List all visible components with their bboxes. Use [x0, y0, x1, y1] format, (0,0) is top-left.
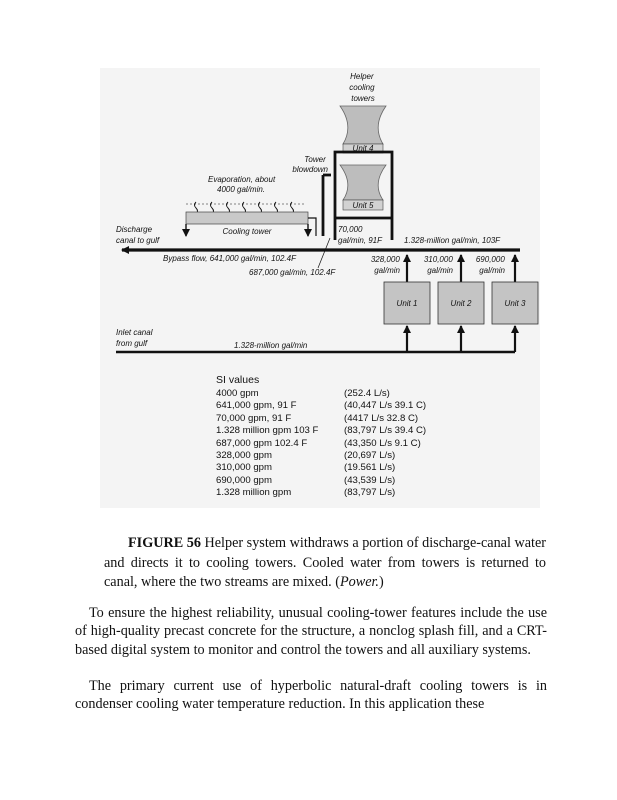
cooling-tower-body [186, 212, 308, 224]
si-row: 641,000 gpm, 91 F (40,447 L/s 39.1 C) [216, 400, 427, 412]
si-row: 70,000 gpm, 91 F (4417 L/s 32.8 C) [216, 412, 419, 424]
unit3-flow-label: 690,000 gal/min [475, 255, 505, 275]
unit2-flow-label: 310,000 gal/min [423, 255, 453, 275]
unit4-label: Unit 4 [352, 144, 374, 153]
unit1-flow-label: 328,000 gal/min [370, 255, 400, 275]
caption-close: ) [378, 574, 384, 590]
figure-label: FIGURE 56 [128, 535, 201, 551]
si-row: 1.328 million gpm (83,797 L/s) [216, 487, 396, 499]
si-values-table [216, 388, 456, 500]
caption-source: Power. [339, 574, 379, 590]
unit5-label: Unit 5 [352, 201, 374, 210]
tower-return-flow-label: 70,000 gal/min, 91F [338, 225, 383, 245]
discharge-canal-label: Discharge canal to gulf [116, 225, 160, 245]
caption-text: Helper system withdraws a portion of discharge-canal water and directs it to cooling towers. Cooled water from towers is returned to canal, where the two streams are mixed. ( [104, 535, 546, 590]
main-return-flow-label: 1.328-million gal/min, 103F [404, 236, 501, 245]
body-paragraph-1: To ensure the highest reliability, unusual cooling-tower features include the use of high-quality precast concrete for the structure, a nonclog splash fill, and a CRT-based digital system to monitor and control the towers and all auxiliary systems. [75, 605, 547, 658]
inlet-flow-label: 1.328-million gal/min [234, 341, 308, 350]
si-values-title: SI values [216, 374, 260, 386]
unit3-label: Unit 3 [504, 299, 526, 308]
si-row: 1.328 million gpm 103 F (83,797 L/s 39.4 C) [216, 425, 427, 437]
body-paragraph-2: The primary current use of hyperbolic natural-draft cooling towers is in condenser cooling water temperature reduction. In this application these [75, 678, 547, 713]
helper-towers-label: Helper cooling towers [349, 72, 375, 103]
si-row: 4000 gpm (252.4 L/s) [216, 388, 390, 399]
cooling-tower-label: Cooling tower [222, 227, 272, 236]
si-row: 687,000 gpm 102.4 F (43,350 L/s 9.1 C) [216, 437, 421, 449]
unit1-label: Unit 1 [396, 299, 418, 308]
unit2-label: Unit 2 [450, 299, 472, 308]
si-row: 328,000 gpm (20,697 L/s) [216, 449, 396, 461]
si-row: 310,000 gpm (19.561 L/s) [216, 462, 396, 474]
bypass-flow-label: Bypass flow, 641,000 gal/min, 102.4F [163, 254, 296, 263]
figure-caption [104, 534, 546, 593]
flow-687000-label: 687,000 gal/min, 102.4F [249, 268, 336, 277]
inlet-canal-label: Inlet canal from gulf [116, 328, 153, 348]
tower-blowdown-label: Tower blowdown [292, 155, 328, 174]
si-row: 690,000 gpm (43,539 L/s) [216, 474, 396, 486]
evaporation-label: Evaporation, about 4000 gal/min. [208, 175, 276, 194]
